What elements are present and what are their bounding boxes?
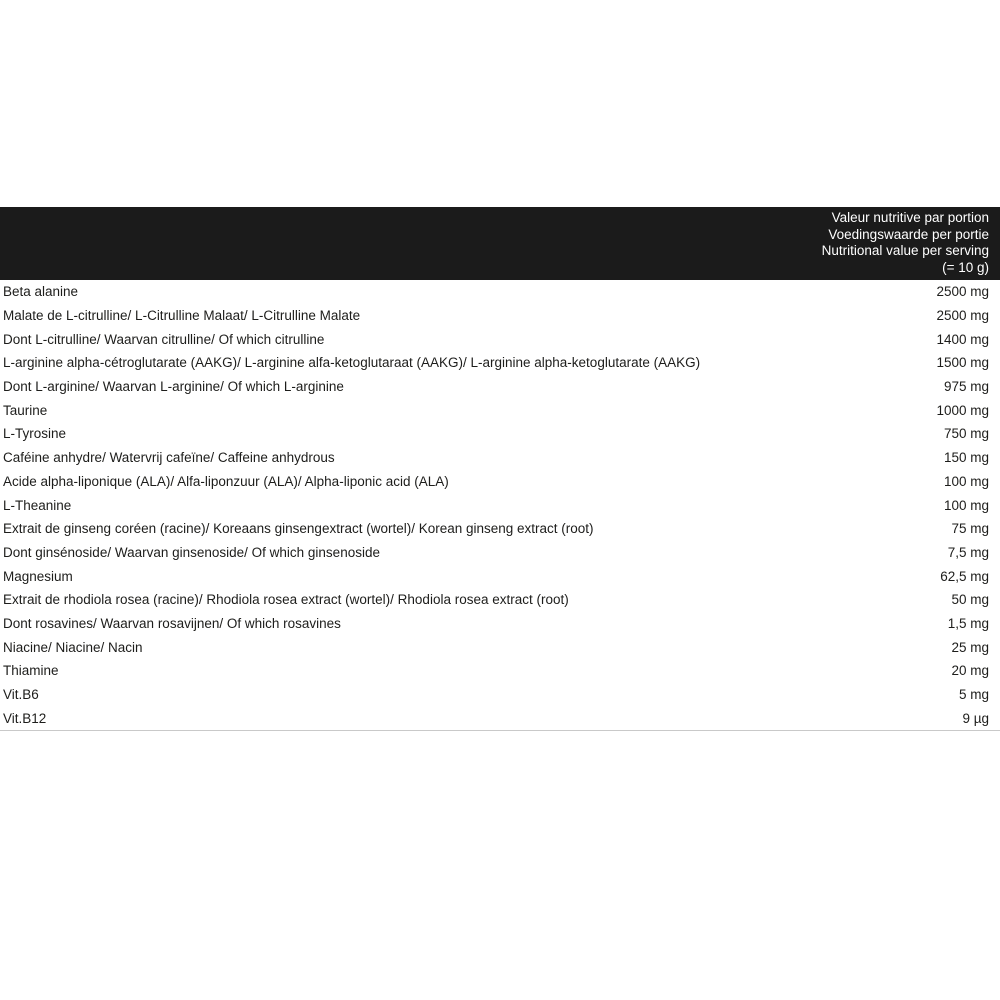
ingredient-amount: 1400 mg — [936, 331, 989, 347]
ingredient-label: L-Tyrosine — [3, 426, 67, 442]
nutrition-panel — [0, 207, 1000, 731]
table-row — [0, 588, 1000, 612]
ingredient-amount: 100 mg — [943, 473, 989, 489]
table-row — [0, 375, 1000, 399]
ingredient-amount: 25 mg — [951, 639, 989, 655]
header-line-nl: Voedingswaarde per portie — [828, 226, 989, 242]
header-line-en: Nutritional value per serving — [821, 243, 989, 258]
table-row — [0, 659, 1000, 683]
ingredient-label: L-arginine alpha-cétroglutarate (AAKG)/ L-arginine alfa-ketoglutaraat (AAKG)/ L-arginine alpha-ketoglutarate (AAKG) — [3, 355, 701, 371]
table-row — [0, 635, 1000, 659]
nutrition-header-bar — [0, 207, 1000, 280]
ingredient-amount: 100 mg — [943, 497, 989, 513]
table-row — [0, 683, 1000, 707]
ingredient-label: Caféine anhydre/ Watervrij cafeïne/ Caffeine anhydrous — [3, 450, 335, 466]
table-row — [0, 564, 1000, 588]
table-row — [0, 541, 1000, 565]
ingredient-label: Beta alanine — [3, 284, 79, 300]
ingredient-amount: 75 mg — [951, 521, 989, 537]
ingredient-amount: 20 mg — [951, 663, 989, 679]
ingredient-label: Thiamine — [3, 663, 59, 679]
ingredient-label: Dont rosavines/ Waarvan rosavijnen/ Of which rosavines — [3, 615, 341, 631]
ingredient-label: L-Theanine — [3, 497, 72, 513]
table-row — [0, 327, 1000, 351]
ingredient-amount: 7,5 mg — [947, 544, 989, 560]
ingredient-amount: 5 mg — [958, 687, 989, 703]
ingredient-amount: 2500 mg — [936, 308, 989, 324]
ingredient-amount: 2500 mg — [936, 284, 989, 300]
ingredient-amount: 1,5 mg — [947, 615, 989, 631]
ingredient-label: Vit.B6 — [3, 687, 39, 703]
table-row — [0, 470, 1000, 494]
ingredient-amount: 62,5 mg — [940, 568, 989, 584]
ingredient-amount: 975 mg — [943, 379, 989, 395]
ingredient-amount: 50 mg — [951, 592, 989, 608]
table-row — [0, 280, 1000, 304]
ingredient-label: Malate de L-citrulline/ L-Citrulline Malaat/ L-Citrulline Malate — [3, 308, 361, 324]
ingredient-label: Taurine — [3, 402, 48, 418]
table-row — [0, 304, 1000, 328]
ingredient-amount: 750 mg — [943, 426, 989, 442]
ingredient-label: Niacine/ Niacine/ Nacin — [3, 639, 143, 655]
table-row — [0, 517, 1000, 541]
ingredient-label: Dont L-citrulline/ Waarvan citrulline/ Of which citrulline — [3, 331, 325, 347]
ingredient-label: Acide alpha-liponique (ALA)/ Alfa-liponzuur (ALA)/ Alpha-liponic acid (ALA) — [3, 473, 449, 489]
table-row — [0, 612, 1000, 636]
ingredient-amount: 1500 mg — [936, 355, 989, 371]
ingredient-label: Dont L-arginine/ Waarvan L-arginine/ Of which L-arginine — [3, 379, 344, 395]
table-row — [0, 398, 1000, 422]
table-row — [0, 351, 1000, 375]
ingredient-label: Dont ginsénoside/ Waarvan ginsenoside/ Of which ginsenoside — [3, 544, 380, 560]
ingredient-amount: 1000 mg — [936, 402, 989, 418]
table-row — [0, 422, 1000, 446]
header-line-fr: Valeur nutritive par portion — [831, 210, 989, 225]
table-row — [0, 446, 1000, 470]
ingredient-label: Extrait de ginseng coréen (racine)/ Koreaans ginsengextract (wortel)/ Korean ginseng extract (root) — [3, 521, 594, 537]
ingredient-label: Extrait de rhodiola rosea (racine)/ Rhodiola rosea extract (wortel)/ Rhodiola rosea extract (root) — [3, 592, 569, 608]
ingredient-amount: 9 µg — [962, 710, 989, 726]
nutrition-table — [0, 280, 1000, 731]
ingredient-label: Vit.B12 — [3, 710, 47, 726]
table-row — [0, 706, 1000, 730]
ingredient-label: Magnesium — [3, 568, 73, 584]
header-serving-size: (= 10 g) — [942, 259, 989, 275]
table-row — [0, 493, 1000, 517]
ingredient-amount: 150 mg — [943, 450, 989, 466]
